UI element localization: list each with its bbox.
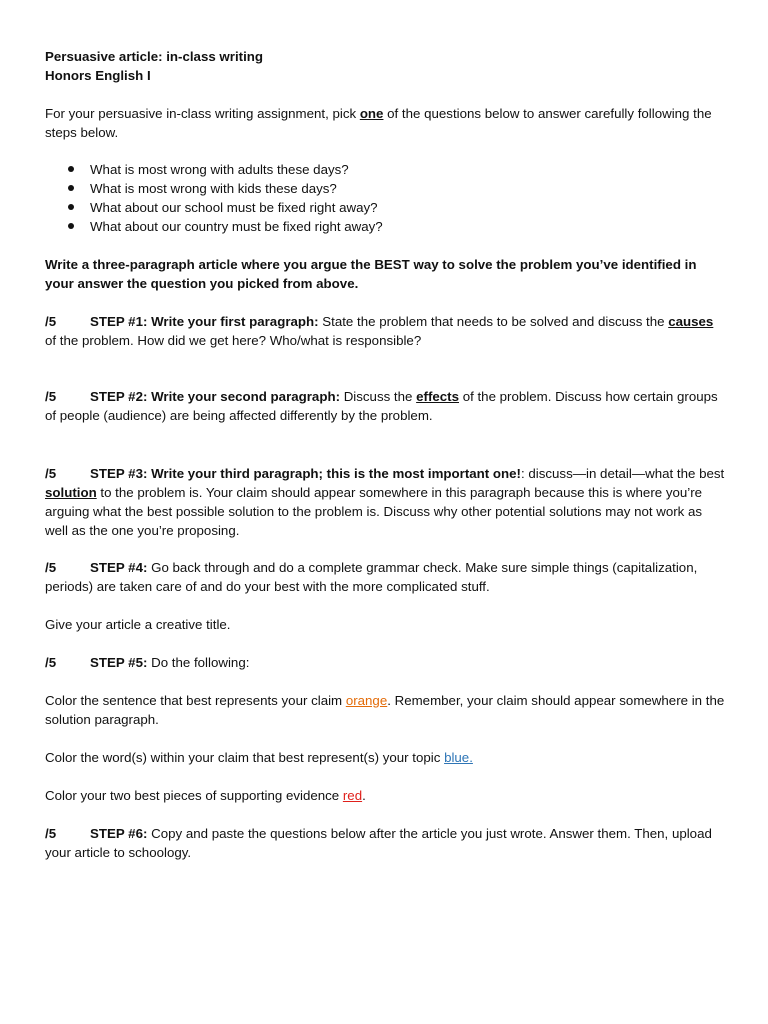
list-item bbox=[45, 160, 725, 179]
question-list bbox=[45, 160, 725, 236]
question-text: What is most wrong with adults these days? bbox=[90, 162, 349, 177]
step-2 bbox=[45, 387, 725, 425]
list-item bbox=[45, 217, 725, 236]
step-label: STEP #5: bbox=[90, 655, 148, 670]
instruction-text: Color your two best pieces of supporting evidence bbox=[45, 788, 343, 803]
step-label: STEP #1: Write your first paragraph: bbox=[90, 314, 319, 329]
step-text: of the problem. Discuss how certain groups of people (audience) are being affected differently by the problem. bbox=[45, 389, 718, 423]
instruction-text: Color the sentence that best represents your claim bbox=[45, 693, 346, 708]
step-3 bbox=[45, 464, 725, 540]
step-points: /5 bbox=[45, 655, 57, 670]
bullet-icon bbox=[68, 223, 74, 229]
step-points: /5 bbox=[45, 826, 57, 841]
color-blue-instruction bbox=[45, 748, 725, 767]
step-points: /5 bbox=[45, 314, 57, 329]
step-keyword: causes bbox=[668, 314, 714, 329]
orange-word: orange bbox=[345, 693, 388, 708]
blue-word: blue. bbox=[444, 750, 473, 765]
step-points: /5 bbox=[45, 466, 57, 481]
step-4 bbox=[45, 558, 725, 596]
document-title bbox=[45, 47, 725, 85]
step-text: Copy and paste the questions below after the article you just wrote. Answer them. Then, upload your article to schoology. bbox=[45, 826, 712, 860]
step-text: State the problem that needs to be solved and discuss the bbox=[318, 314, 669, 329]
step-5 bbox=[45, 653, 725, 672]
step-1 bbox=[45, 312, 725, 350]
intro-before: For your persuasive in-class writing assignment, pick bbox=[45, 106, 360, 121]
step-points: /5 bbox=[45, 389, 57, 404]
step-6 bbox=[45, 824, 725, 862]
list-item bbox=[45, 179, 725, 198]
step-keyword: effects bbox=[416, 389, 459, 404]
step-text: Do the following: bbox=[147, 655, 250, 670]
intro-after: of the questions below to answer carefully following the steps below. bbox=[45, 106, 712, 140]
instruction-text: Color the word(s) within your claim that best represent(s) your topic bbox=[45, 750, 445, 765]
step-text: Discuss the bbox=[340, 389, 417, 404]
bullet-icon bbox=[68, 166, 74, 172]
instruction-text: . bbox=[362, 788, 366, 803]
step-label: STEP #3: Write your third paragraph; this is the most important one! bbox=[90, 466, 521, 481]
step-text: Go back through and do a complete grammar check. Make sure simple things (capitalization, periods) are taken care of and do your best with the more complicated stuff. bbox=[45, 560, 698, 594]
question-text: What is most wrong with kids these days? bbox=[90, 181, 337, 196]
step-text: to the problem is. Your claim should appear somewhere in this paragraph because this is where you’re arguing what the best possible solution to the problem is. Discuss why other potential solutions may not work as well as the one you’re proposing. bbox=[45, 485, 703, 538]
main-instruction: Write a three-paragraph article where you argue the BEST way to solve the problem you’ve identified in your answer the question you picked from above. bbox=[45, 257, 697, 291]
title-text: Persuasive article: in-class writing bbox=[45, 49, 264, 64]
step-text: : discuss—in detail—what the best bbox=[520, 466, 725, 481]
intro-paragraph bbox=[45, 104, 725, 142]
step-label: STEP #2: Write your second paragraph: bbox=[90, 389, 340, 404]
step-text: of the problem. How did we get here? Who/what is responsible? bbox=[45, 333, 422, 348]
step-keyword: solution bbox=[45, 485, 97, 500]
step-label: STEP #4: bbox=[90, 560, 148, 575]
bullet-icon bbox=[68, 204, 74, 210]
color-red-instruction bbox=[45, 786, 725, 805]
instruction-text: . Remember, your claim should appear somewhere in the solution paragraph. bbox=[45, 693, 725, 727]
bullet-icon bbox=[68, 185, 74, 191]
intro-emphasis: one bbox=[359, 106, 384, 121]
question-text: What about our country must be fixed right away? bbox=[90, 219, 383, 234]
color-orange-instruction bbox=[45, 691, 725, 729]
red-word: red bbox=[342, 788, 363, 803]
step-points: /5 bbox=[45, 560, 57, 575]
list-item bbox=[45, 198, 725, 217]
question-text: What about our school must be fixed right away? bbox=[90, 200, 378, 215]
course-name: Honors English I bbox=[45, 68, 151, 83]
title-note: Give your article a creative title. bbox=[45, 617, 231, 632]
step-label: STEP #6: bbox=[90, 826, 148, 841]
